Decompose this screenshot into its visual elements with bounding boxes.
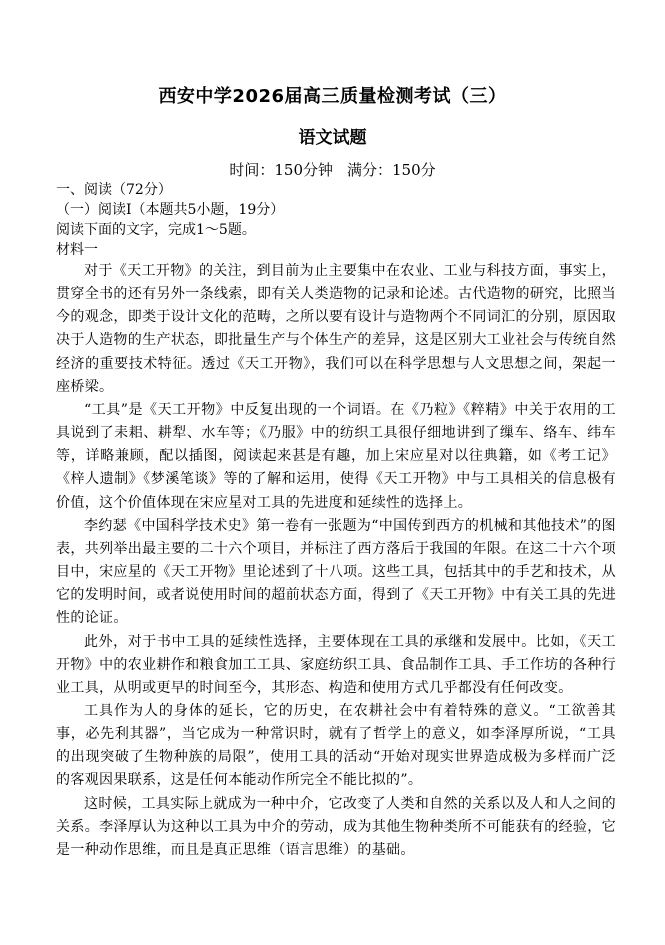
exam-title: 西安中学2026届高三质量检测考试（三） — [158, 86, 507, 107]
instruction-text: 阅读下面的文字，完成1～5题。 — [56, 222, 256, 238]
time-label: 时间：150分钟 — [229, 161, 333, 179]
paragraph: 李约瑟《中国科学技术史》第一卷有一张题为“中国传到西方的机械和其他技术”的图表，共列举出最主要的二十六个项目，并标注了西方落后于我国的年限。在这二十六个项目中，宋应星的《天工开物》里论述到了十八项。这些工具，包括其中的手艺和技术，从它的发明时间，或者说使用时间的超前状态方面，得到了《天工开物》中有关工具的先进性的论证。 — [56, 517, 616, 627]
paragraph: 对于《天工开物》的关注，到目前为止主要集中在农业、工业与科技方面，事实上，贯穿全书的还有另外一条线索，即有关人类造物的记录和论述。古代造物的研究，比照当今的观念，即类于设计文化的范畴，之所以要有设计与造物两个不同词汇的分别，原因取决于人造物的生产状态，即批量生产与个体生产的差异，这是区别大工业社会与传统自然经济的重要技术特征。透过《天工开物》，我们可以在科学思想与人文思想之间，架起一座桥梁。 — [56, 263, 616, 395]
paragraph: 这时候，工具实际上就成为一种中介，它改变了人类和自然的关系以及人和人之间的关系。李泽厚认为这种以工具为中介的劳动，成为其他生物种类所不可能获有的经验，它是一种动作思维，而且是真正思维（语言思维）的基础。 — [56, 795, 616, 858]
subsection-heading: （一）阅读Ⅰ（本题共5小题，19分） — [56, 202, 285, 218]
paragraph: 此外，对于书中工具的延续性选择，主要体现在工具的承继和发展中。比如，《天工开物》中的农业耕作和粮食加工工具、家庭纺织工具、食品制作工具、手工作坊的各种行业工具，从明或更早的时间至今，其形态、构造和使用方式几乎都没有任何改变。 — [56, 633, 616, 696]
score-label: 满分：150分 — [347, 161, 436, 179]
paragraph: “工具”是《天工开物》中反复出现的一个词语。在《乃粒》《粹精》中关于农用的工具说到了耒耜、耕犁、水车等；《乃服》中的纺织工具很仔细地讲到了缫车、络车、纬车等，详略兼顾，配以插图，阅读起来甚是有趣，加上宋应星对以往典籍，如《考工记》《梓人遗制》《梦溪笔谈》等的了解和运用，使得《天工开物》中与工具相关的信息极有价值，这个价值体现在宋应星对工具的先进度和延续性的选择上。 — [56, 401, 616, 511]
material-label: 材料一 — [56, 242, 98, 258]
part-heading: 一、阅读（72分） — [56, 182, 172, 198]
exam-meta — [0, 159, 665, 181]
exam-subtitle: 语文试题 — [298, 128, 367, 148]
material-body — [56, 260, 616, 862]
paragraph: 工具作为人的身体的延长，它的历史，在农耕社会中有着特殊的意义。“工欲善其事，必先利其器”，当它成为一种常识时，就有了哲学上的意义，如李泽厚所说，“工具的出现突破了生物种族的局限”，使用工具的活动“开始对现实世界造成极为多样而广泛的客观因果联系，这是任何本能动作所完全不能比拟的”。 — [56, 702, 616, 789]
